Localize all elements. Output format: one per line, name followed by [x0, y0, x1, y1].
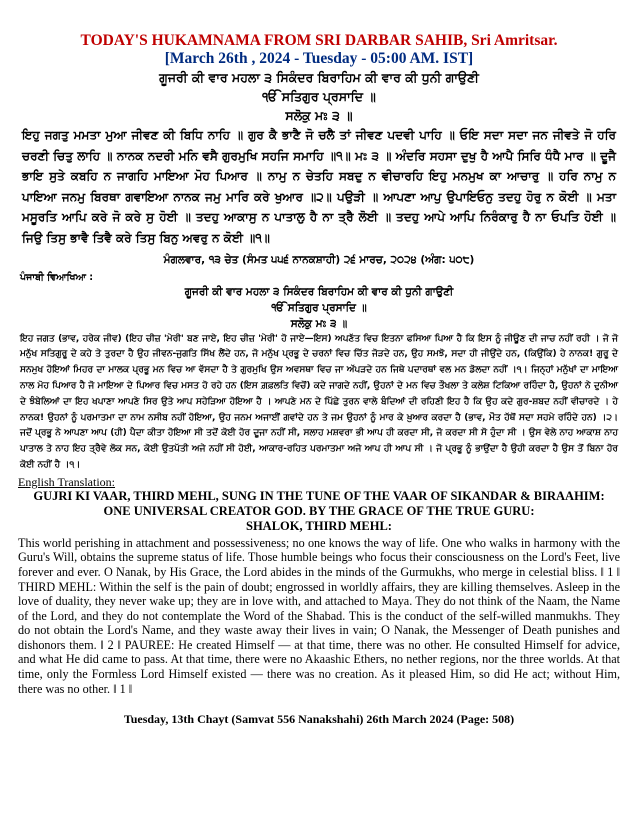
- english-heading-3: SHALOK, THIRD MEHL:: [246, 518, 392, 533]
- english-translation-section: [18, 476, 620, 727]
- punjabi-vyakhya-section: [18, 271, 620, 474]
- gurbani-section: [18, 68, 620, 269]
- vyakhya-heading-1: ਗੂਜਰੀ ਕੀ ਵਾਰ ਮਹਲਾ ੩ ਸਿਕੰਦਰ ਬਿਰਾਹਿਮ ਕੀ ਵਾਰ ਕੀ ਧੁਨੀ ਗਾਉਣੀ: [184, 285, 454, 298]
- gurbani-date-footer: ਮੰਗਲਵਾਰ, ੧੩ ਚੇਤ (ਸੰਮਤ ੫੫੬ ਨਾਨਕਸ਼ਾਹੀ) ੨੬ ਮਾਰਚ, ੨੦੨੪ (ਅੰਗ: ੫੦੮): [163, 253, 475, 266]
- english-heading-2: ONE UNIVERSAL CREATOR GOD. BY THE GRACE OF THE TRUE GURU:: [103, 503, 535, 518]
- vyakhya-text: ਇਹ ਜਗਤ (ਭਾਵ, ਹਰੇਕ ਜੀਵ) (ਇਹ ਚੀਜ਼ 'ਮੇਰੀ' ਬਣ ਜਾਏ, ਇਹ ਚੀਜ਼ 'ਮੇਰੀ' ਹੋ ਜਾਏ—ਇਸ) ਅਪਣੱਤ ਵਿਚ ਇਤਨਾ ਫਸਿਆ ਪਿਆ ਹੈ ਕਿ ਇਸ ਨੂੰ ਜੀਊਣ ਦੀ ਜਾਚ ਨਹੀਂ ਰਹੀ । ਜੋ ਜੋ ਮਨੁੱਖ ਸਤਿਗੁਰੂ ਦੇ ਕਹੇ ਤੇ ਤੁਰਦਾ ਹੈ ਉਹ ਜੀਵਨ-ਜੁਗਤਿ ਸਿੱਖ ਲੈਂਦੇ ਹਨ, ਜੋ ਮਨੁੱਖ ਪ੍ਰਭੂ ਦੇ ਚਰਨਾਂ ਵਿਚ ਚਿੱਤ ਜੋੜਦੇ ਹਨ, ਉਹ ਸਮਝੋ, ਸਦਾ ਹੀ ਜੀਉਂਦੇ ਹਨ, (ਕਿਉਂਕਿ) ਹੇ ਨਾਨਕ! ਗੁਰੂ ਦੇ ਸਨਮੁਖ ਹੋਇਆਂ ਮਿਹਰ ਦਾ ਮਾਲਕ ਪ੍ਰਭੂ ਮਨ ਵਿਚ ਆ ਵੱਸਦਾ ਹੈ ਤੇ ਗੁਰਮੁਖਿ ਉਸ ਅਵਸਥਾ ਵਿਚ ਜਾ ਅੱਪੜਦੇ ਹਨ ਜਿਥੇ ਪਦਾਰਥਾਂ ਵਲ ਮਨ ਡੋਲਦਾ ਨਹੀਂ ।੧। ਜਿਨ੍ਹਾਂ ਮਨੁੱਖਾਂ ਦਾ ਮਾਇਆ ਨਾਲ ਮੋਹ ਪਿਆਰ ਹੈ ਜੋ ਮਾਇਆ ਦੇ ਪਿਆਰ ਵਿਚ ਮਸਤ ਹੋ ਰਹੇ ਹਨ (ਇਸ ਗ਼ਫ਼ਲਤਿ ਵਿਚੋਂ) ਕਦੇ ਜਾਗਦੇ ਨਹੀਂ, ਉਹਨਾਂ ਦੇ ਮਨ ਵਿਚ ਤੌਖਲਾ ਤੇ ਕਲੇਸ਼ ਟਿਕਿਆ ਰਹਿੰਦਾ ਹੈ, ਉਹਨਾਂ ਨੇ ਦੁਨੀਆ ਦੇ ਝੰਬੇਲਿਆਂ ਦਾ ਇਹ ਖਪਾਣਾ ਆਪਣੇ ਸਿਰ ਉਤੇ ਆਪ ਸਹੇੜਿਆ ਹੋਇਆ ਹੈ । ਆਪਣੇ ਮਨ ਦੇ ਪਿੱਛੇ ਤੁਰਨ ਵਾਲੇ ਬੰਦਿਆਂ ਦੀ ਰਹਿਣੀ ਇਹ ਹੈ ਕਿ ਉਹ ਕਦੇ ਗੁਰ-ਸ਼ਬਦ ਨਹੀਂ ਵੀਚਾਰਦੇ । ਹੇ ਨਾਨਕ! ਉਹਨਾਂ ਨੂੰ ਪਰਮਾਤਮਾ ਦਾ ਨਾਮ ਨਸੀਬ ਨਹੀਂ ਹੋਇਆ, ਉਹ ਜਨਮ ਅਜਾਈਂ ਗਵਾਂਦੇ ਹਨ ਤੇ ਜਮ ਉਹਨਾਂ ਨੂੰ ਮਾਰ ਕੇ ਖ਼ੁਆਰ ਕਰਦਾ ਹੈ (ਭਾਵ, ਮੌਤ ਹੱਥੋਂ ਸਦਾ ਸਹਮੇ ਰਹਿੰਦੇ ਹਨ) ।੨। ਜਦੋਂ ਪ੍ਰਭੂ ਨੇ ਆਪਣਾ ਆਪ (ਹੀ) ਪੈਦਾ ਕੀਤਾ ਹੋਇਆ ਸੀ ਤਦੋਂ ਕੋਈ ਹੋਰ ਦੂਜਾ ਨਹੀਂ ਸੀ, ਸਲਾਹ ਮਸ਼ਵਰਾ ਭੀ ਆਪ ਹੀ ਕਰਦਾ ਸੀ, ਜੋ ਕਰਦਾ ਸੀ ਸੋ ਹੁੰਦਾ ਸੀ । ਉਸ ਵੇਲੇ ਨਾਹ ਆਕਾਸ਼ ਨਾਹ ਪਾਤਾਲ ਤੇ ਨਾਹ ਇਹ ਤ੍ਰੈਵੇ ਲੋਕ ਸਨ, ਕੋਈ ਉਤਪੱਤੀ ਅਜੇ ਨਹੀਂ ਸੀ ਹੋਈ, ਆਕਾਰ-ਰਹਿਤ ਪਰਮਾਤਮਾ ਅਜੇ ਆਪ ਹੀ ਆਪ ਸੀ । ਜੋ ਪ੍ਰਭੂ ਨੂੰ ਭਾਉਂਦਾ ਹੈ ਉਹੀ ਕਰਦਾ ਹੈ ਉਸ ਤੋਂ ਬਿਨਾ ਹੋਰ ਕੋਈ ਨਹੀਂ ਹੈ ।੧।: [20, 333, 618, 470]
- page-title: TODAY'S HUKAMNAMA FROM SRI DARBAR SAHIB, Sri Amritsar.: [80, 32, 558, 49]
- gurbani-heading-2: ੴ ਸਤਿਗੁਰ ਪ੍ਰਸਾਦਿ ॥: [262, 89, 376, 104]
- english-text: This world perishing in attachment and possessiveness; no one knows the way of life. One who walks in harmony with the Guru's Will, obtains the supreme status of life. Those humble beings who focus their consciousness on the Lord's Feet, live forever and ever. O Nanak, by His Grace, the Lord abides in the minds of the Gurmukhs, who merge in celestial bliss. ‖ 1 ‖ THIRD MEHL: Within the self is the pain of doubt; engrossed in worldly affairs, they are killing themselves. Asleep in the love of duality, they never wake up; they are in love with, and attached to Maya. They do not think of the Naam, the Name of the Lord, and they do not contemplate the Word of the Shabad. This is the conduct of the self-willed manmukhs. They do not obtain the Lord's Name, and they waste away their lives in vain; O Nanak, the Messenger of Death punishes and dishonors them. ‖ 2 ‖ PAUREE: He created Himself — at that time, there was no other. He consulted Himself for advice, and what He did came to pass. At that time, there were no Akaashic Ethers, no nether regions, nor the three worlds. At that time, only the Formless Lord Himself existed — there was no creation. As it pleased Him, so did He act; without Him, there was no other. ‖ 1 ‖: [18, 535, 620, 696]
- english-label: English Translation:: [18, 474, 116, 489]
- english-heading-1: GUJRI KI VAAR, THIRD MEHL, SUNG IN THE TUNE OF THE VAAR OF SIKANDAR & BIRAAHIM:: [33, 488, 605, 503]
- vyakhya-label: ਪੰਜਾਬੀ ਵਿਆਖਿਆ :: [20, 271, 94, 283]
- english-date-footer: Tuesday, 13th Chayt (Samvat 556 Nanakshahi) 26th March 2024 (Page: 508): [123, 712, 515, 727]
- gurbani-text: ਇਹੁ ਜਗਤੁ ਮਮਤਾ ਮੁਆ ਜੀਵਣ ਕੀ ਬਿਧਿ ਨਾਹਿ ॥ ਗੁਰ ਕੈ ਭਾਣੈ ਜੋ ਚਲੈ ਤਾਂ ਜੀਵਣ ਪਦਵੀ ਪਾਹਿ ॥ ਓਇ ਸਦਾ ਸਦਾ ਜਨ ਜੀਵਤੇ ਜੋ ਹਰਿ ਚਰਣੀ ਚਿਤੁ ਲਾਹਿ ॥ ਨਾਨਕ ਨਦਰੀ ਮਨਿ ਵਸੈ ਗੁਰਮੁਖਿ ਸਹਜਿ ਸਮਾਹਿ ॥੧॥ ਮਃ ੩ ॥ ਅੰਦਰਿ ਸਹਸਾ ਦੁਖੁ ਹੈ ਆਪੈ ਸਿਰਿ ਧੰਧੈ ਮਾਰ ॥ ਦੂਜੈ ਭਾਇ ਸੁਤੇ ਕਬਹਿ ਨ ਜਾਗਹਿ ਮਾਇਆ ਮੋਹ ਪਿਆਰ ॥ ਨਾਮੁ ਨ ਚੇਤਹਿ ਸਬਦੁ ਨ ਵੀਚਾਰਹਿ ਇਹੁ ਮਨਮੁਖ ਕਾ ਆਚਾਰੁ ॥ ਹਰਿ ਨਾਮੁ ਨ ਪਾਇਆ ਜਨਮੁ ਬਿਰਥਾ ਗਵਾਇਆ ਨਾਨਕ ਜਮੁ ਮਾਰਿ ਕਰੇ ਖੁਆਰ ॥੨॥ ਪਉੜੀ ॥ ਆਪਣਾ ਆਪੁ ਉਪਾਇਓਨੁ ਤਦਹੁ ਹੋਰੁ ਨ ਕੋਈ ॥ ਮਤਾ ਮਸੂਰਤਿ ਆਪਿ ਕਰੇ ਜੋ ਕਰੇ ਸੁ ਹੋਈ ॥ ਤਦਹੁ ਆਕਾਸੁ ਨ ਪਾਤਾਲੁ ਹੈ ਨਾ ਤ੍ਰੈ ਲੋਈ ॥ ਤਦਹੁ ਆਪੇ ਆਪਿ ਨਿਰੰਕਾਰੁ ਹੈ ਨਾ ਓਪਤਿ ਹੋਈ ॥ ਜਿਉ ਤਿਸੁ ਭਾਵੈ ਤਿਵੈ ਕਰੇ ਤਿਸੁ ਬਿਨੁ ਅਵਰੁ ਨ ਕੋਈ ॥੧॥: [22, 128, 616, 245]
- gurbani-heading-1: ਗੂਜਰੀ ਕੀ ਵਾਰ ਮਹਲਾ ੩ ਸਿਕੰਦਰ ਬਿਰਾਹਿਮ ਕੀ ਵਾਰ ਕੀ ਧੁਨੀ ਗਾਉਣੀ: [159, 70, 479, 85]
- vyakhya-heading-2: ੴ ਸਤਿਗੁਰ ਪ੍ਰਸਾਦਿ ॥: [271, 301, 367, 314]
- gurbani-heading-3: ਸਲੋਕੁ ਮਃ ੩ ॥: [285, 108, 353, 123]
- hukamnama-page: [18, 0, 620, 726]
- date-line: [March 26th , 2024 - Tuesday - 05:00 AM. IST]: [164, 50, 474, 67]
- vyakhya-heading-3: ਸਲੋਕੁ ਮਃ ੩ ॥: [290, 317, 348, 330]
